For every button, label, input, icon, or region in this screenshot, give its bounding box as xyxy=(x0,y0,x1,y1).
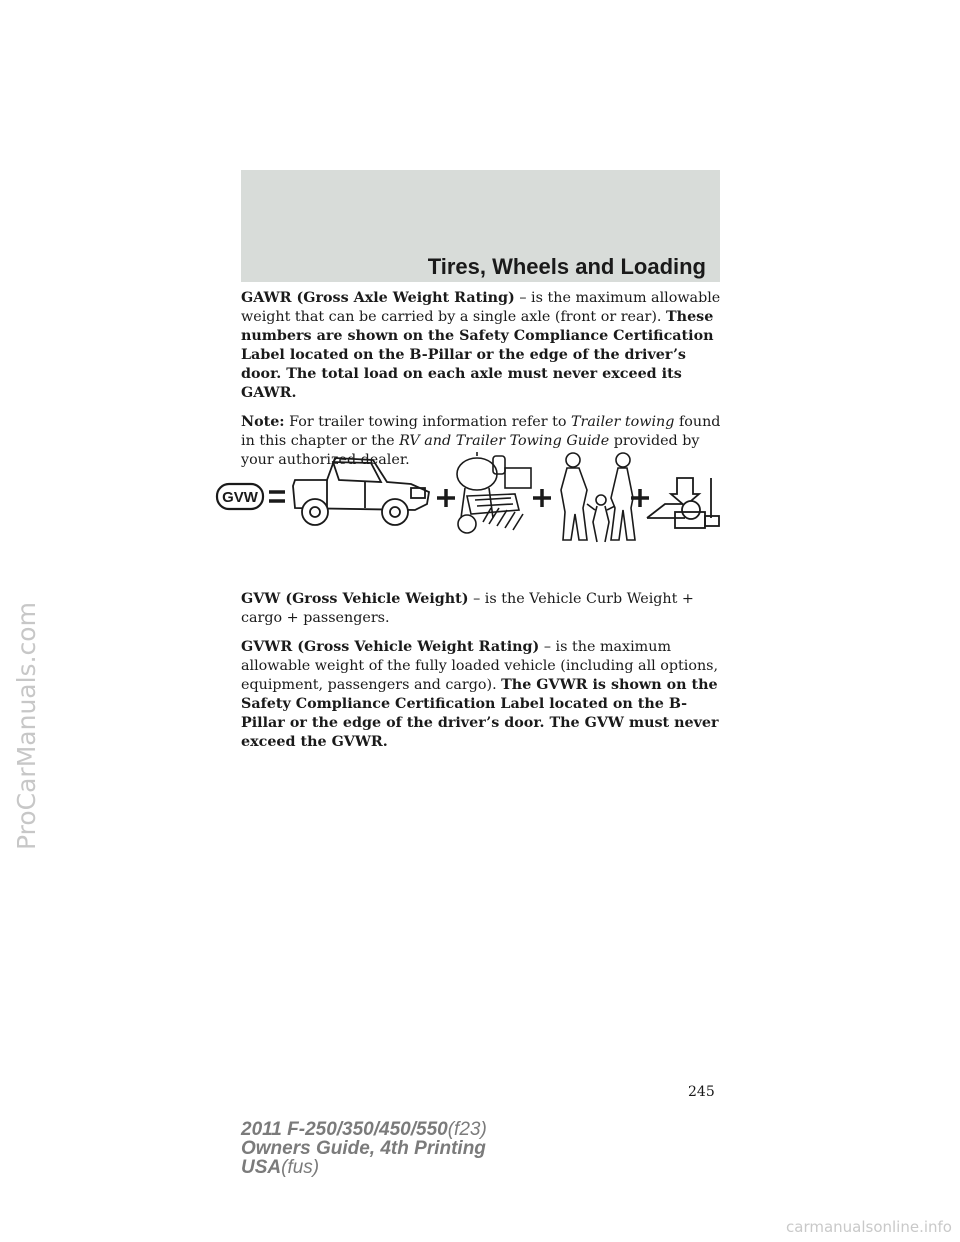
side-watermark: ProCarManuals.com xyxy=(12,602,41,850)
text-block-bottom xyxy=(241,590,727,762)
section-header xyxy=(241,170,720,282)
note-text-2: found in this chapter or the xyxy=(241,414,721,449)
footer-market-code: (fus) xyxy=(281,1157,320,1178)
cargo-icon xyxy=(457,452,531,533)
document-footer xyxy=(241,1120,487,1177)
footer-market: USA xyxy=(241,1157,282,1178)
trailer-hitch-icon xyxy=(647,478,719,528)
note-label: Note: xyxy=(241,414,285,430)
gvw-text: – is the Vehicle Curb Weight + cargo + passengers. xyxy=(241,591,694,626)
note-text-1: For trailer towing information refer to xyxy=(284,414,572,430)
page-number: 245 xyxy=(688,1084,715,1100)
gvwr-paragraph xyxy=(241,638,727,752)
footer-model: 2011 F-250/350/450/550 xyxy=(241,1119,448,1140)
gvw-paragraph xyxy=(241,590,727,628)
plus-sign-1 xyxy=(437,489,455,507)
gawr-text: – is the maximum allowable weight that can be carried by a single axle (front or rear). xyxy=(241,290,721,325)
gvwr-text: – is the maximum allowable weight of the fully loaded vehicle (including all options, equipment, passengers and cargo). xyxy=(241,639,719,693)
equals-sign xyxy=(269,492,285,501)
gvw-illustration xyxy=(215,448,725,550)
footer-model-code: (f23) xyxy=(447,1119,487,1140)
section-title: Tires, Wheels and Loading xyxy=(427,254,706,279)
gawr-paragraph xyxy=(241,289,727,403)
gvwr-bold-text: The GVWR is shown on the Safety Compliance Certification Label located on the B-Pillar or the edge of the driver’s door. The GVW must never exceed the GVWR. xyxy=(241,677,719,750)
gvw-badge-label: GVW xyxy=(222,489,258,506)
footer-line-2: Owners Guide, 4th Printing xyxy=(241,1138,486,1159)
footer-line-1 xyxy=(241,1120,487,1139)
gawr-term: GAWR (Gross Axle Weight Rating) xyxy=(241,290,515,306)
bottom-watermark: carmanualsonline.info xyxy=(786,1218,952,1236)
gvwr-term: GVWR (Gross Vehicle Weight Rating) xyxy=(241,639,540,655)
trailer-towing-reference: Trailer towing xyxy=(571,414,675,430)
plus-sign-3 xyxy=(631,489,649,507)
note-text-3: provided by your authorized dealer. xyxy=(241,433,700,468)
towing-guide-reference: RV and Trailer Towing Guide xyxy=(399,433,610,449)
gawr-bold-text: These numbers are shown on the Safety Compliance Certification Label located on the B-Pillar or the edge of the driver’s door. The total load on each axle must never exceed its GAWR. xyxy=(241,309,714,401)
truck-icon xyxy=(293,458,429,525)
footer-line-3 xyxy=(241,1158,487,1177)
passengers-icon xyxy=(561,453,635,542)
plus-sign-2 xyxy=(533,489,551,507)
gvw-term: GVW (Gross Vehicle Weight) xyxy=(241,591,469,607)
